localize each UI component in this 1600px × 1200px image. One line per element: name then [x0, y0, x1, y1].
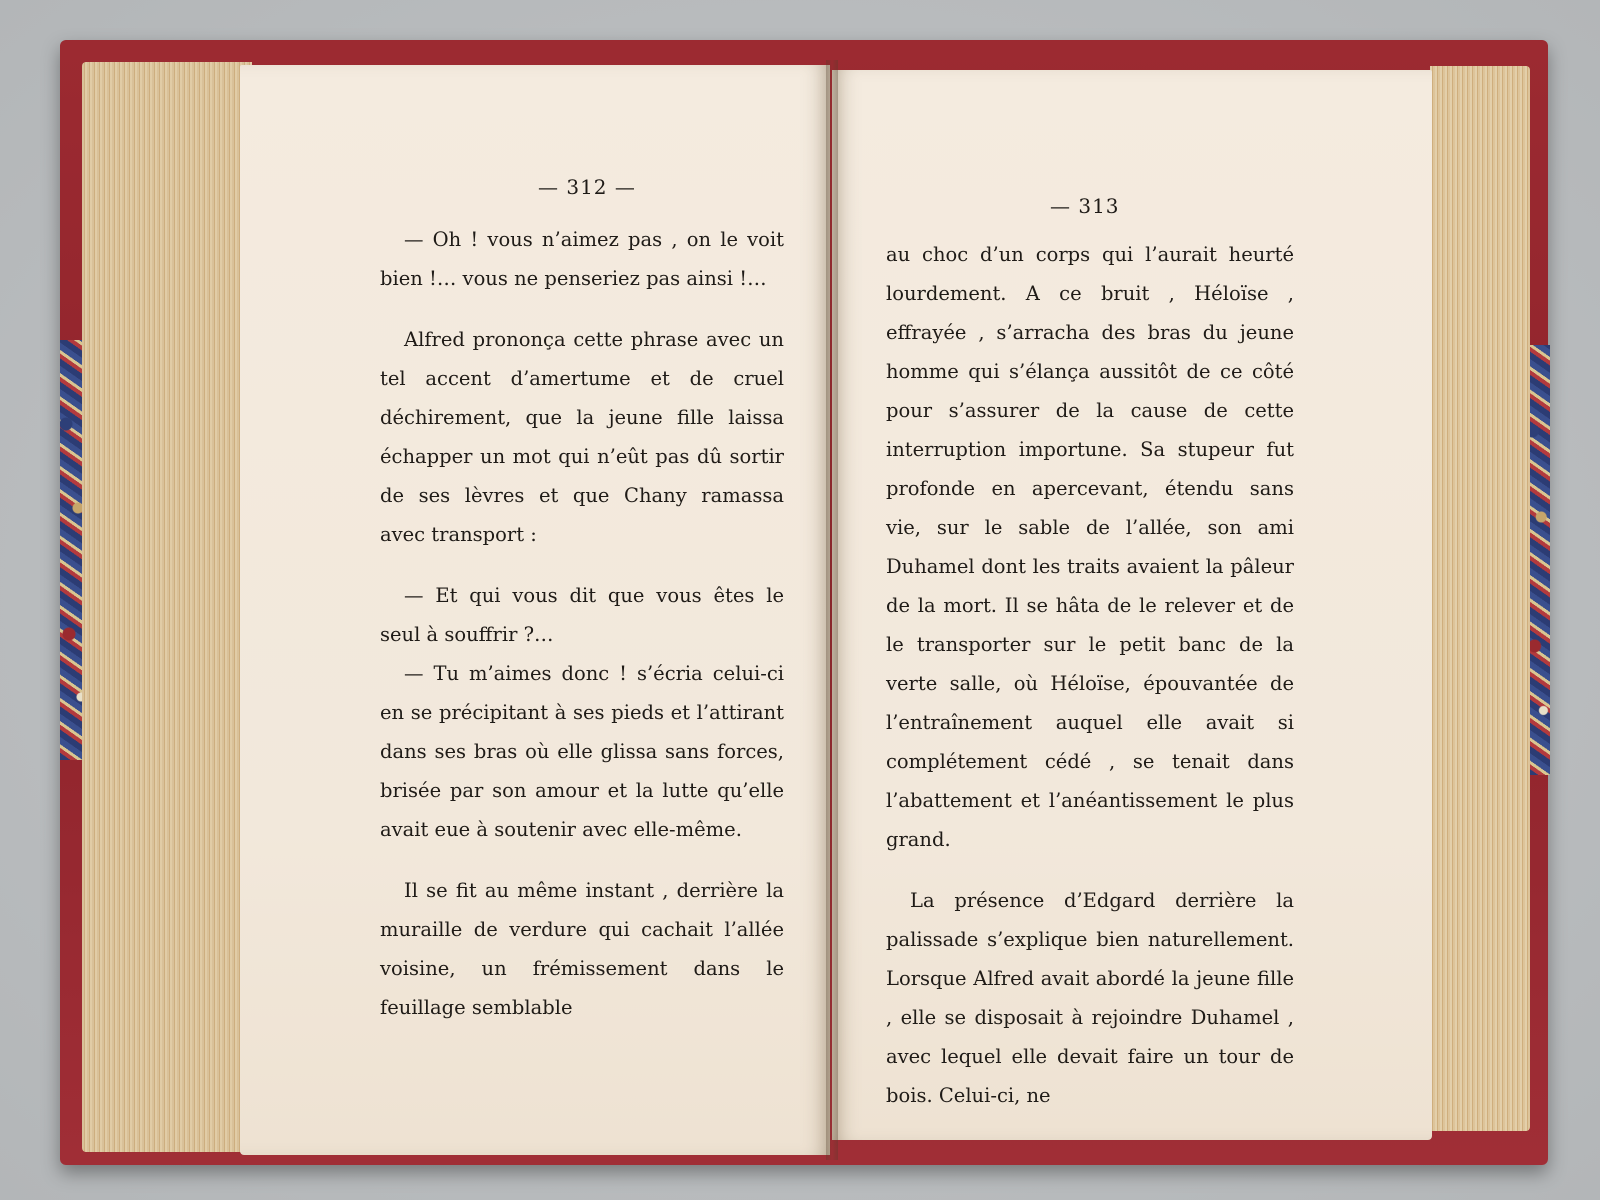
page-number: — 313	[1050, 194, 1120, 218]
page-edges-right	[1430, 66, 1530, 1131]
paragraph: au choc d’un corps qui l’aurait heurté lourdement. A ce bruit , Héloïse , effrayée , s’arracha des bras du jeune homme qui s’élança aussitôt de ce côté pour s’assurer de la cause de cette interruption importune. Sa stupeur fut profonde en apercevant, étendu sans vie, sur le sable de l’allée, son ami Duhamel dont les traits avaient la pâleur de la mort. Il se hâta de le relever et de le transporter sur le petit banc de la verte salle, où Héloïse, épouvantée de l’entraînement auquel elle avait si complétement cédé , se tenait dans l’abattement et l’anéantissement le plus grand.	[886, 243, 1294, 851]
paragraph: — Et qui vous dit que vous êtes le seul à souffrir ?…	[380, 584, 784, 646]
page-text	[380, 220, 784, 1027]
paragraph: Alfred prononça cette phrase avec un tel accent d’amertume et de cruel déchirement, que la jeune fille laissa échapper un mot qui n’eût pas dû sortir de ses lèvres et que Chany ramassa avec transport :	[380, 328, 784, 546]
marbled-endpaper-right	[1528, 345, 1550, 775]
page-edges-left	[82, 62, 252, 1152]
page-text	[886, 235, 1294, 1115]
paragraph: — Oh ! vous n’aimez pas , on le voit bien !… vous ne penseriez pas ainsi !…	[380, 228, 784, 290]
left-page	[240, 65, 830, 1155]
page-number: — 312 —	[538, 175, 636, 199]
right-page	[832, 70, 1432, 1140]
paragraph: La présence d’Edgard derrière la palissade s’explique bien naturellement. Lorsque Alfred avait abordé la jeune fille , elle se disposait à rejoindre Duhamel , avec lequel elle devait faire un tour de bois. Celui-ci, ne	[886, 889, 1294, 1107]
paragraph: Il se fit au même instant , derrière la muraille de verdure qui cachait l’allée voisine, un frémissement dans le feuillage semblable	[380, 879, 784, 1019]
book-gutter	[826, 60, 838, 1160]
paragraph: — Tu m’aimes donc ! s’écria celui-ci en se précipitant à ses pieds et l’attirant dans ses bras où elle glissa sans forces, brisée par son amour et la lutte qu’elle avait eue à soutenir avec elle-même.	[380, 662, 784, 841]
